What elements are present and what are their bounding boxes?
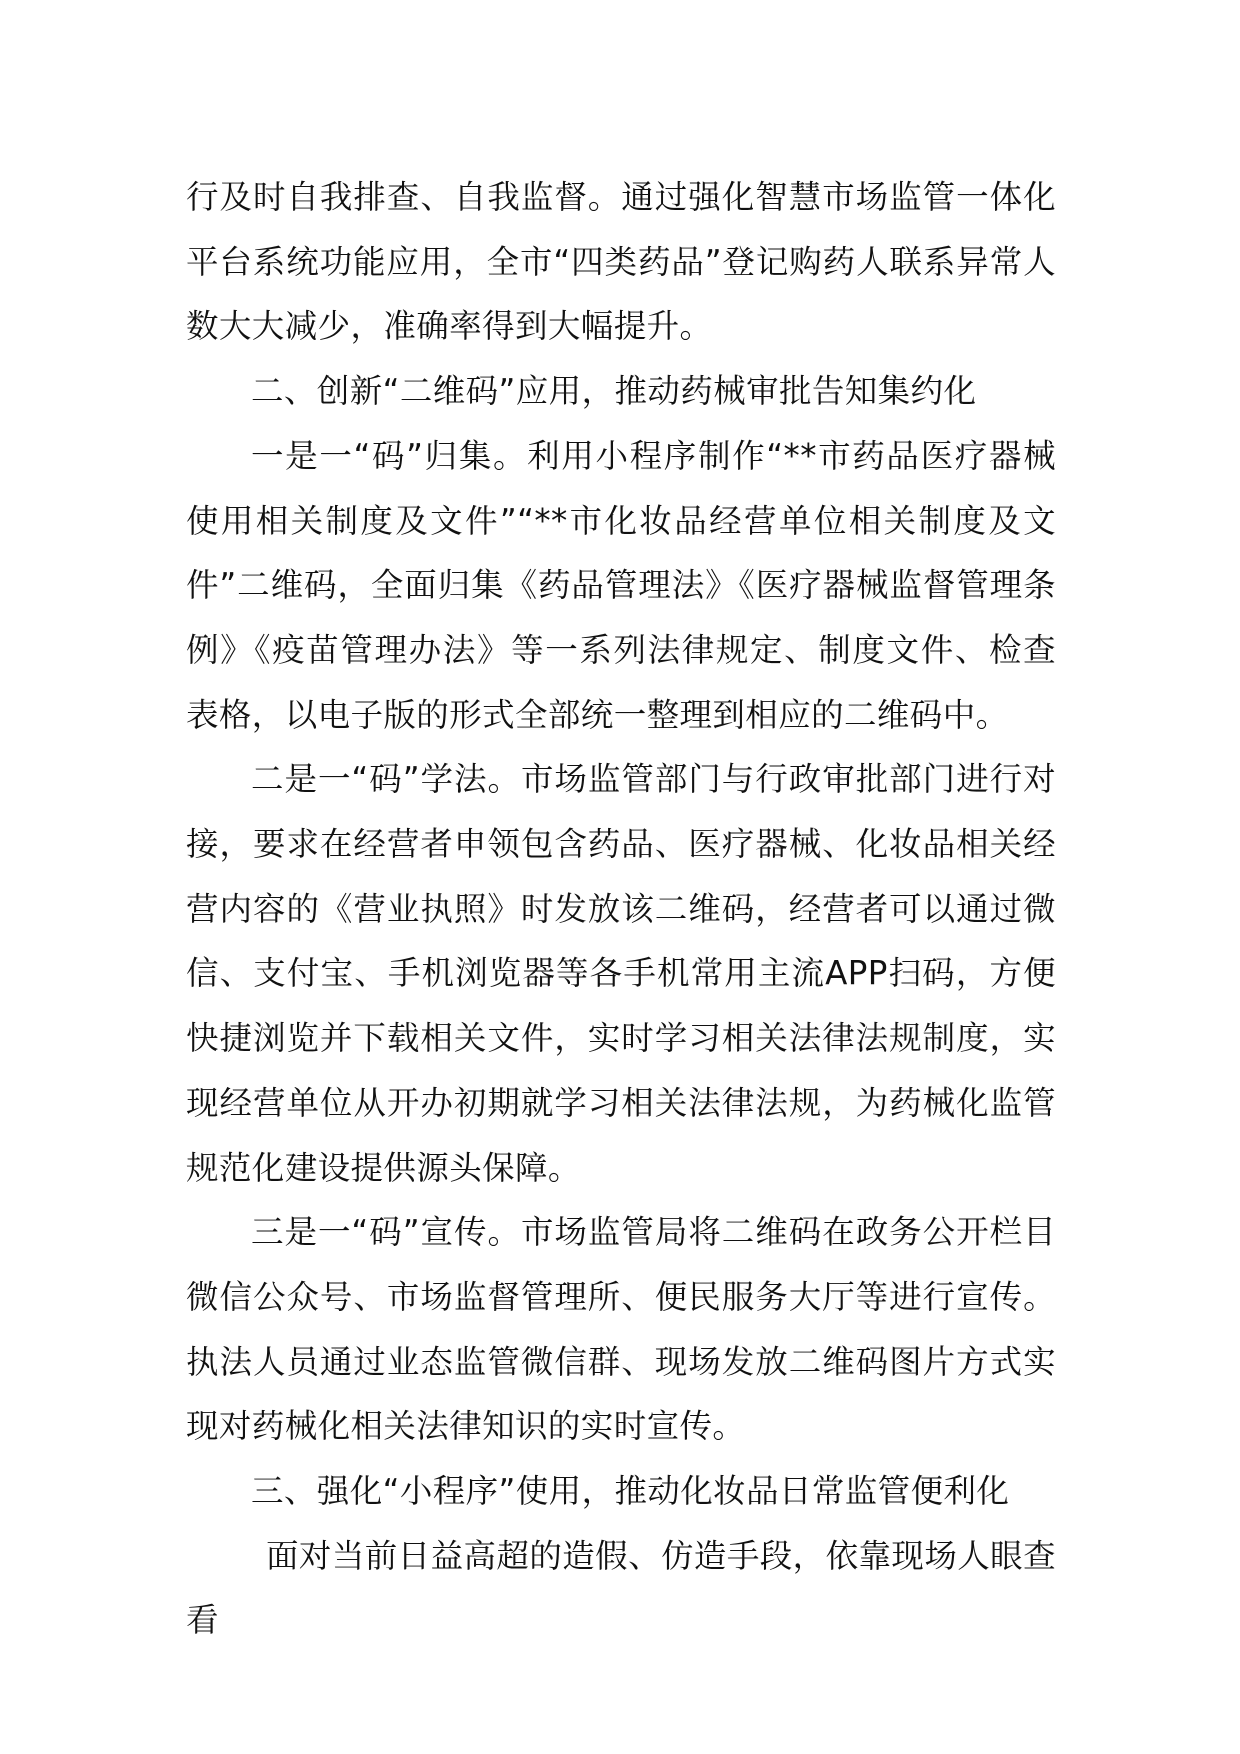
paragraph-code-learning: 二是一“码”学法。市场监管部门与行政审批部门进行对接，要求在经营者申领包含药品、医疗器械、化妆品相关经营内容的《营业执照》时发放该二维码，经营者可以通过微信、支付宝、手机浏览器等各手机常用主流APP扫码，方便快捷浏览并下载相关文件，实时学习相关法律法规制度，实现经营单位从开办初期就学习相关法律法规，为药械化监管规范化建设提供源头保障。 bbox=[186, 760, 1056, 1187]
section-heading-mini-program: 三、强化“小程序”使用，推动化妆品日常监管便利化 bbox=[251, 1472, 1010, 1511]
paragraph-code-publicity: 三是一“码”宣传。市场监管局将二维码在政务公开栏目微信公众号、市场监督管理所、便民服务大厅等进行宣传。执法人员通过业态监管微信群、现场发放二维码图片方式实现对药械化相关法律知识的实时宣传。 bbox=[186, 1213, 1056, 1446]
paragraph-continuation: 行及时自我排查、自我监督。通过强化智慧市场监管一体化平台系统功能应用，全市“四类药品”登记购药人联系异常人数大大减少，准确率得到大幅提升。 bbox=[186, 178, 1056, 346]
document-body bbox=[186, 165, 1056, 1653]
paragraph-mini-program-intro: 面对当前日益高超的造假、仿造手段，依靠现场人眼查看 bbox=[186, 1536, 1056, 1640]
section-heading-qr-code: 二、创新“二维码”应用，推动药械审批告知集约化 bbox=[251, 372, 977, 411]
paragraph-code-collection: 一是一“码”归集。利用小程序制作“**市药品医疗器械使用相关制度及文件”“**市化妆品经营单位相关制度及文件”二维码，全面归集《药品管理法》《医疗器械监督管理条例》《疫苗管理办法》等一系列法律规定、制度文件、检查表格，以电子版的形式全部统一整理到相应的二维码中。 bbox=[186, 436, 1056, 734]
